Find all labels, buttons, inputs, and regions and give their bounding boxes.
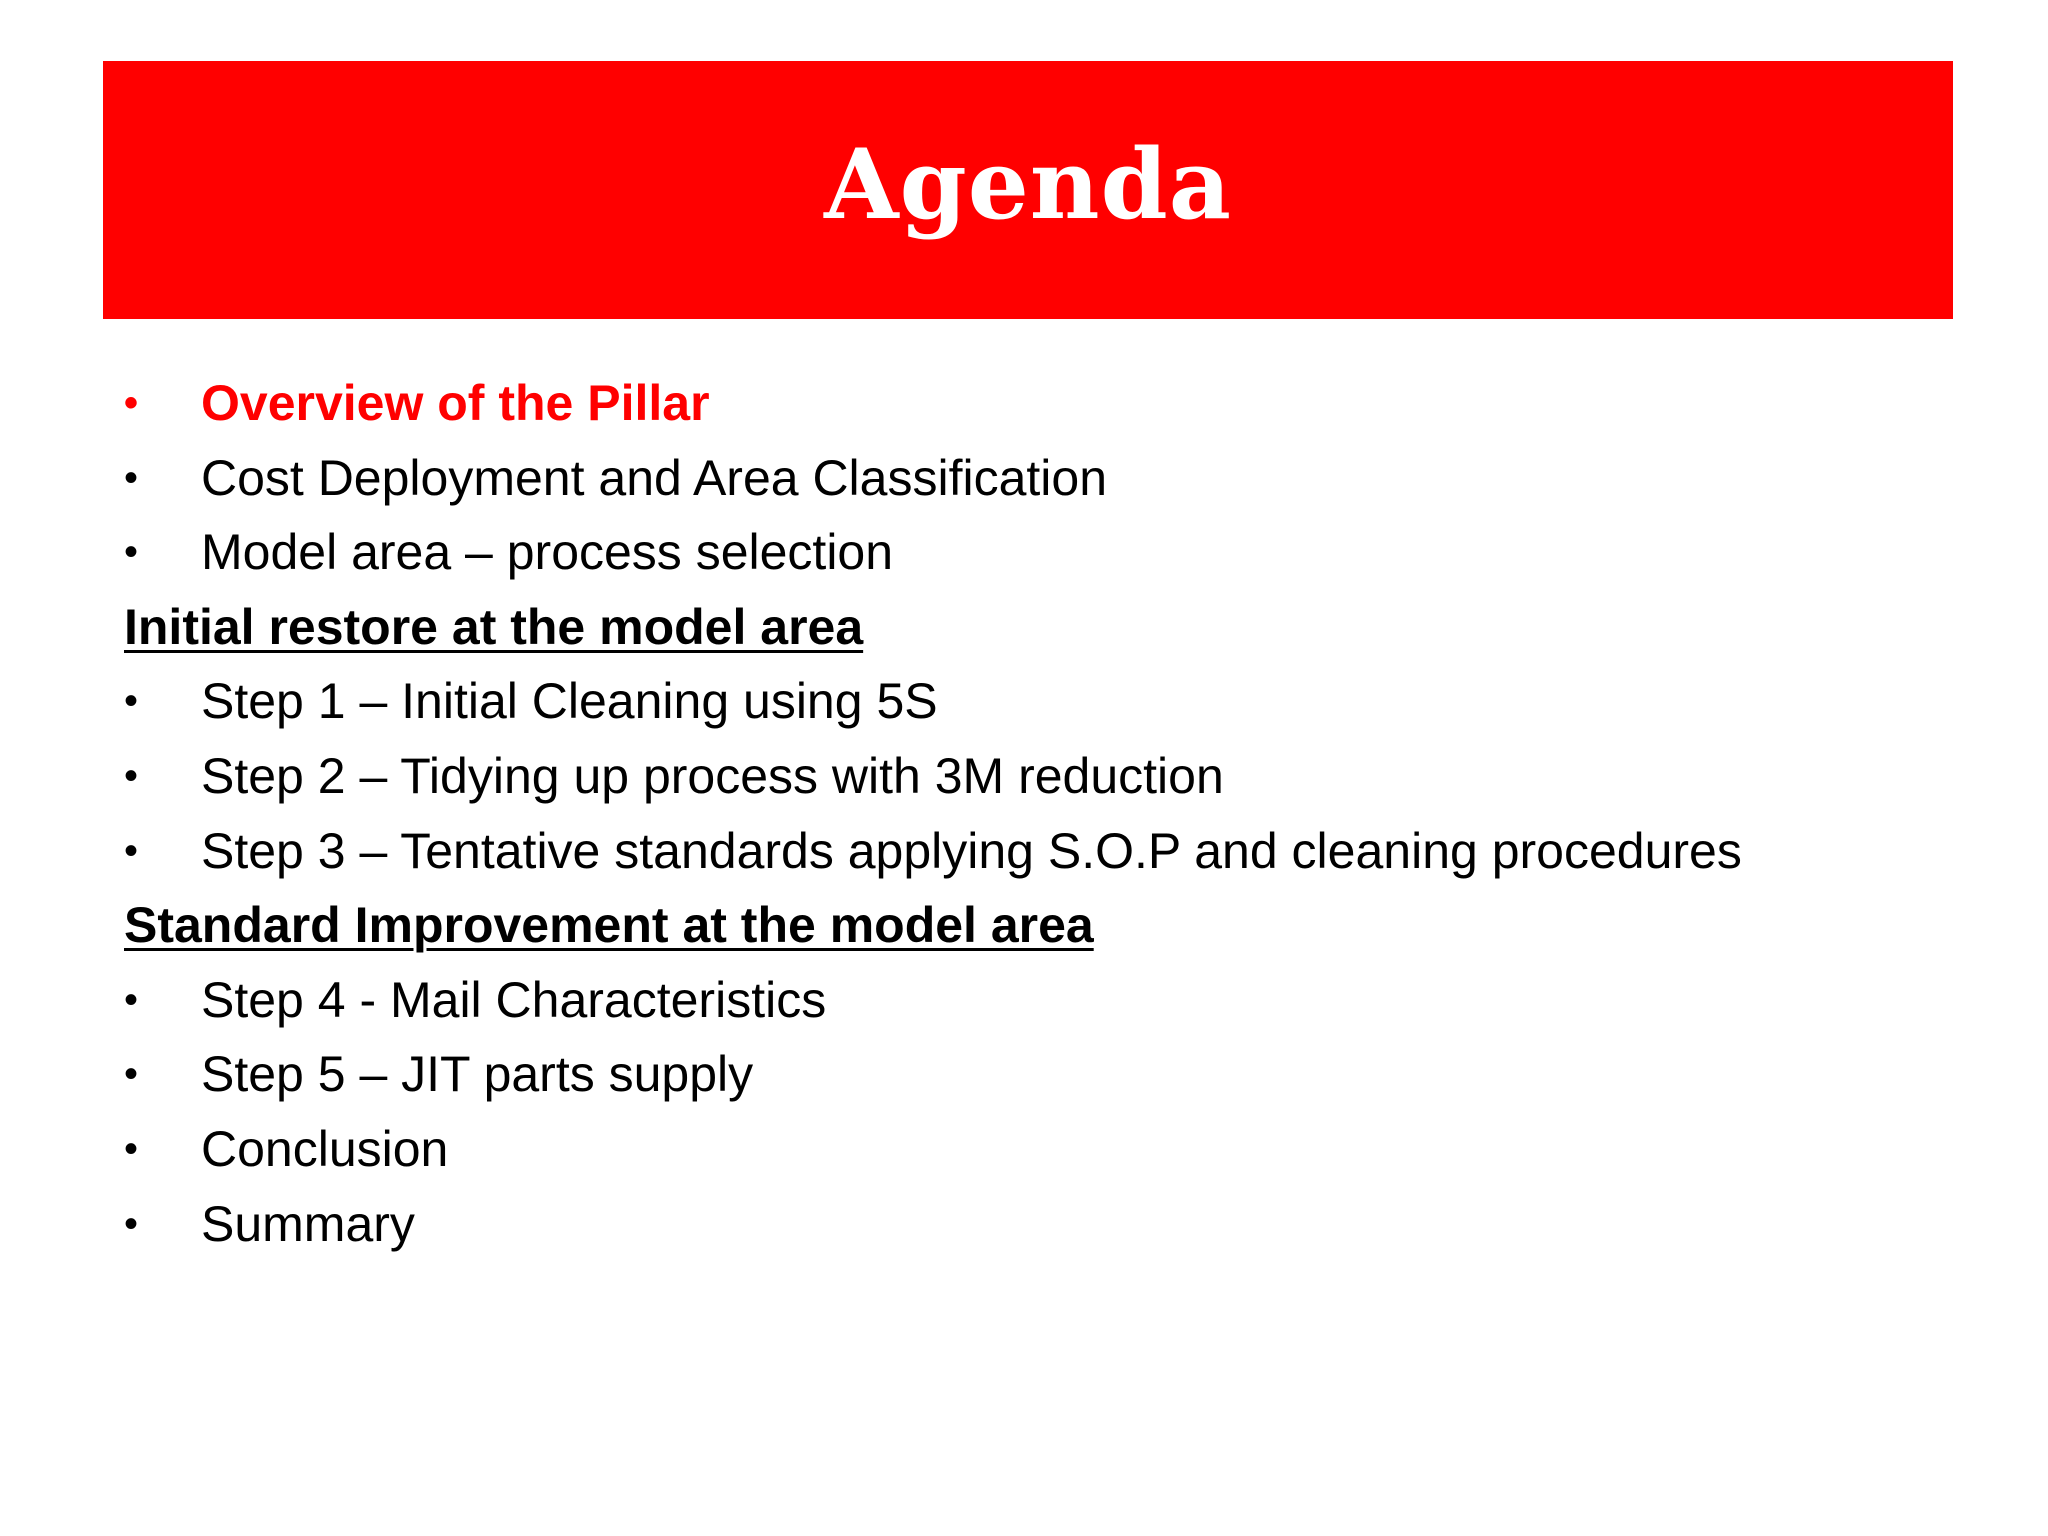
slide-title: Agenda	[824, 127, 1232, 241]
agenda-item-label: Step 2 – Tidying up process with 3M reduction	[201, 747, 1224, 804]
agenda-item-model-area	[124, 515, 1964, 590]
bullet-icon: •	[124, 828, 139, 873]
agenda-item-label: Cost Deployment and Area Classification	[201, 449, 1108, 506]
bullet-icon: •	[124, 679, 139, 724]
agenda-item-label: Conclusion	[201, 1120, 449, 1177]
title-banner	[103, 61, 1953, 319]
agenda-item-step-1	[124, 664, 1964, 739]
bullet-icon: •	[124, 530, 139, 575]
agenda-item-overview	[124, 366, 1964, 441]
bullet-icon: •	[124, 977, 139, 1022]
agenda-item-step-3	[124, 814, 1964, 889]
section-heading-initial-restore: Initial restore at the model area	[124, 598, 864, 655]
agenda-item-summary	[124, 1187, 1964, 1262]
bullet-icon: •	[124, 455, 139, 500]
bullet-icon: •	[124, 1126, 139, 1171]
agenda-item-label: Step 5 – JIT parts supply	[201, 1046, 754, 1103]
bullet-icon: •	[124, 753, 139, 798]
agenda-item-step-4	[124, 963, 1964, 1038]
agenda-item-label: Summary	[201, 1195, 415, 1252]
bullet-icon: •	[124, 1201, 139, 1246]
agenda-item-conclusion	[124, 1112, 1964, 1187]
bullet-icon: •	[124, 381, 139, 425]
agenda-item-label: Step 1 – Initial Cleaning using 5S	[201, 673, 938, 730]
agenda-item-label: Step 4 - Mail Characteristics	[201, 971, 827, 1028]
agenda-item-cost-deployment	[124, 441, 1964, 516]
agenda-item-label: Step 3 – Tentative standards applying S.O.P and cleaning procedures	[201, 822, 1742, 879]
bullet-icon: •	[124, 1052, 139, 1097]
agenda-list	[124, 366, 1964, 1261]
agenda-item-label: Overview of the Pillar	[201, 375, 710, 431]
agenda-item-label: Model area – process selection	[201, 524, 894, 581]
agenda-item-step-2	[124, 739, 1964, 814]
section-heading-standard-improvement: Standard Improvement at the model area	[124, 897, 1094, 954]
agenda-item-step-5	[124, 1037, 1964, 1112]
